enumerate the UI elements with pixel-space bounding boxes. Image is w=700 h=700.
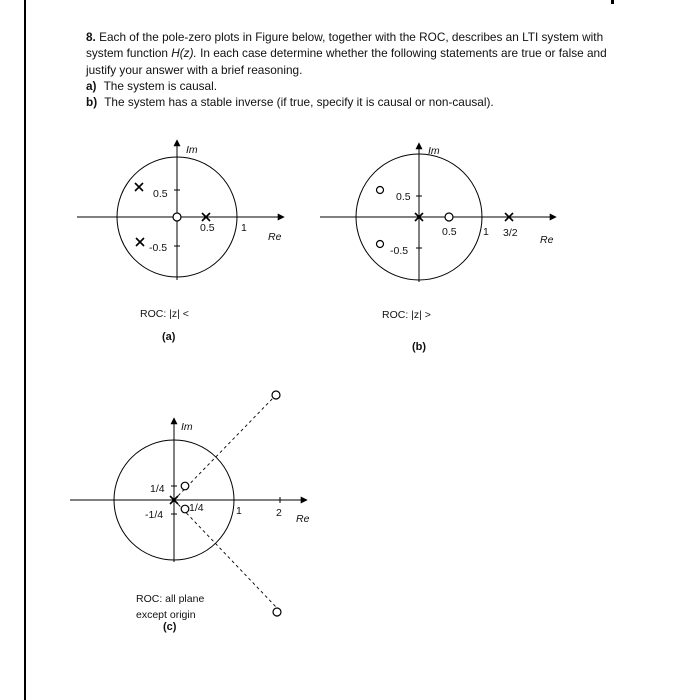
plot-caption: (b) xyxy=(412,341,427,353)
tick-label: 1 xyxy=(236,505,242,517)
tick-label: 0.5 xyxy=(396,191,411,203)
tick-label: 0.5 xyxy=(200,222,215,234)
tick-label: 1/4 xyxy=(150,483,165,495)
tick-label: -0.5 xyxy=(149,242,168,254)
tick-label: -0.5 xyxy=(390,245,409,257)
statement-marker: b) xyxy=(86,95,98,110)
zero-marker xyxy=(272,391,280,399)
im-label: Im xyxy=(181,421,193,433)
roc-label: ROC: |z| > xyxy=(382,309,431,321)
tick-label: 0.5 xyxy=(442,226,457,238)
plot-a xyxy=(77,140,284,343)
zero-marker xyxy=(181,482,189,490)
dashed-line xyxy=(174,500,277,608)
roc-label xyxy=(136,593,207,621)
zero-marker xyxy=(377,241,384,248)
zero-marker xyxy=(273,608,281,616)
roc-label-line-1: ROC: all plane xyxy=(136,593,205,605)
statement-text: The system is causal. xyxy=(103,78,217,93)
pole-marker xyxy=(135,183,143,191)
question-intro-text-2: In each case determine whether the following statements are true or false and justify your answer with a brief reasoning. xyxy=(86,46,607,77)
plot-b xyxy=(320,143,556,353)
im-label: Im xyxy=(428,145,440,157)
dashed-line xyxy=(174,395,276,500)
re-label: Re xyxy=(296,513,310,525)
tick-label: 0.5 xyxy=(153,188,168,200)
question-number: 8. xyxy=(86,30,96,44)
roc-label: ROC: |z| < xyxy=(140,308,189,320)
tick-label: 3/2 xyxy=(503,227,518,239)
im-label: Im xyxy=(186,144,198,156)
zero-marker xyxy=(445,213,453,221)
re-label: Re xyxy=(540,234,554,246)
tick-label: 1 xyxy=(483,226,489,238)
plot-c xyxy=(70,391,310,633)
statement-text: The system has a stable inverse (if true, specify it is causal or non-causal). xyxy=(104,95,494,110)
pole-marker xyxy=(136,238,144,246)
zero-marker xyxy=(377,187,384,194)
statement-marker: a) xyxy=(86,78,97,93)
question-intro-text: Each of the pole-zero plots in Figure below, together with the ROC, describes an LTI system with system function xyxy=(86,30,604,61)
zero-marker xyxy=(173,213,181,221)
system-function: H(z). xyxy=(171,46,197,61)
tick-label: 1 xyxy=(241,222,247,234)
tick-label: 2 xyxy=(276,507,282,519)
zero-marker xyxy=(181,505,189,513)
tick-label: -1/4 xyxy=(145,509,164,521)
tick-label: 1/4 xyxy=(189,502,204,514)
re-label: Re xyxy=(268,231,282,243)
roc-label-line-2: except origin xyxy=(136,609,196,621)
plot-caption: (c) xyxy=(163,621,177,633)
plot-caption: (a) xyxy=(162,331,176,343)
